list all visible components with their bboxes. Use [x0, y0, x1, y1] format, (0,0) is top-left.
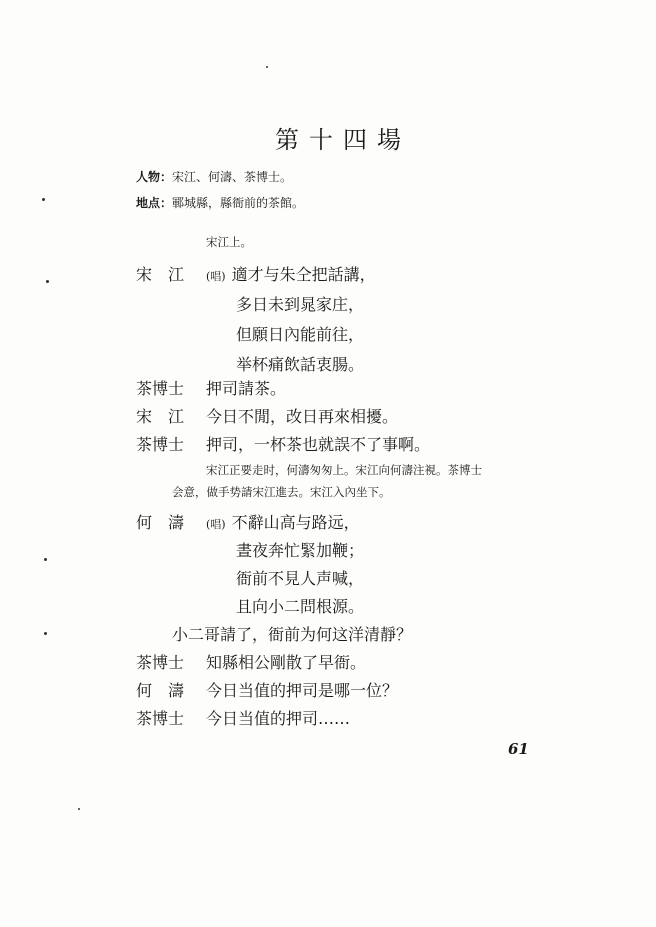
speaker-tea-server-4: 茶博士 [136, 709, 185, 728]
stage-direction-2b: 会意，做手势請宋江進去。宋江入內坐下。 [172, 485, 391, 499]
dialogue-text: 適才与朱仝把話講， [231, 265, 376, 284]
characters-line [136, 168, 292, 185]
sing-mark: (唱) [206, 518, 226, 531]
speaker-song-jiang-2: 宋 江 [136, 407, 185, 426]
scan-speck [44, 632, 47, 635]
speaker-tea-server-2: 茶博士 [136, 435, 185, 454]
stage-direction-2a: 宋江正要走时，何濤匆匆上。宋江向何濤注視。茶博士 [206, 463, 482, 477]
dialogue-line: 今日当值的押司…… [206, 709, 351, 728]
dialogue-line: 知縣相公剛散了早衙。 [206, 653, 367, 672]
speaker-tea-server-1: 茶博士 [136, 379, 185, 398]
dialogue-line: 押司請茶。 [206, 379, 287, 398]
speaker-tea-server-3: 茶博士 [136, 653, 185, 672]
page-number: 61 [508, 740, 529, 758]
dialogue-line: 今日不閒，改日再來相擾。 [206, 407, 399, 426]
dialogue-line [206, 262, 376, 285]
dialogue-text: 不辭山高与路远， [231, 513, 360, 532]
location-label: 地点： [136, 196, 173, 210]
verse-line: 晝夜奔忙緊加鞭； [236, 541, 365, 560]
verse-line: 衙前不見人声喊， [236, 569, 365, 588]
stage-direction-1: 宋江上。 [206, 235, 252, 249]
dialogue-line: 小二哥請了，衙前为何这洋清靜？ [172, 625, 413, 644]
characters-value: 宋江、何濤、茶博士。 [172, 170, 293, 184]
speaker-he-tao-2: 何 濤 [136, 681, 185, 700]
scan-speck [78, 808, 80, 810]
scene-title: 第十四場 [275, 126, 411, 154]
scan-speck [42, 198, 45, 201]
dialogue-line [206, 510, 360, 533]
scan-speck [266, 66, 268, 68]
location-line [136, 194, 304, 211]
scan-speck [44, 558, 47, 561]
verse-line: 且向小二問根源。 [236, 597, 365, 616]
verse-line: 多日未到晁家庄， [236, 295, 365, 314]
speaker-song-jiang-1: 宋 江 [136, 265, 185, 284]
sing-mark: (唱) [206, 270, 226, 283]
verse-line: 但願日內能前往， [236, 325, 365, 344]
characters-label: 人物： [136, 170, 173, 184]
verse-line: 举杯痛飲話衷腸。 [236, 355, 365, 374]
dialogue-line: 今日当值的押司是哪一位？ [206, 681, 399, 700]
dialogue-line: 押司，一杯茶也就誤不了事啊。 [206, 435, 431, 454]
location-value: 鄆城縣，縣衙前的茶館。 [172, 196, 305, 210]
scan-speck [46, 280, 49, 283]
speaker-he-tao-1: 何 濤 [136, 513, 185, 532]
